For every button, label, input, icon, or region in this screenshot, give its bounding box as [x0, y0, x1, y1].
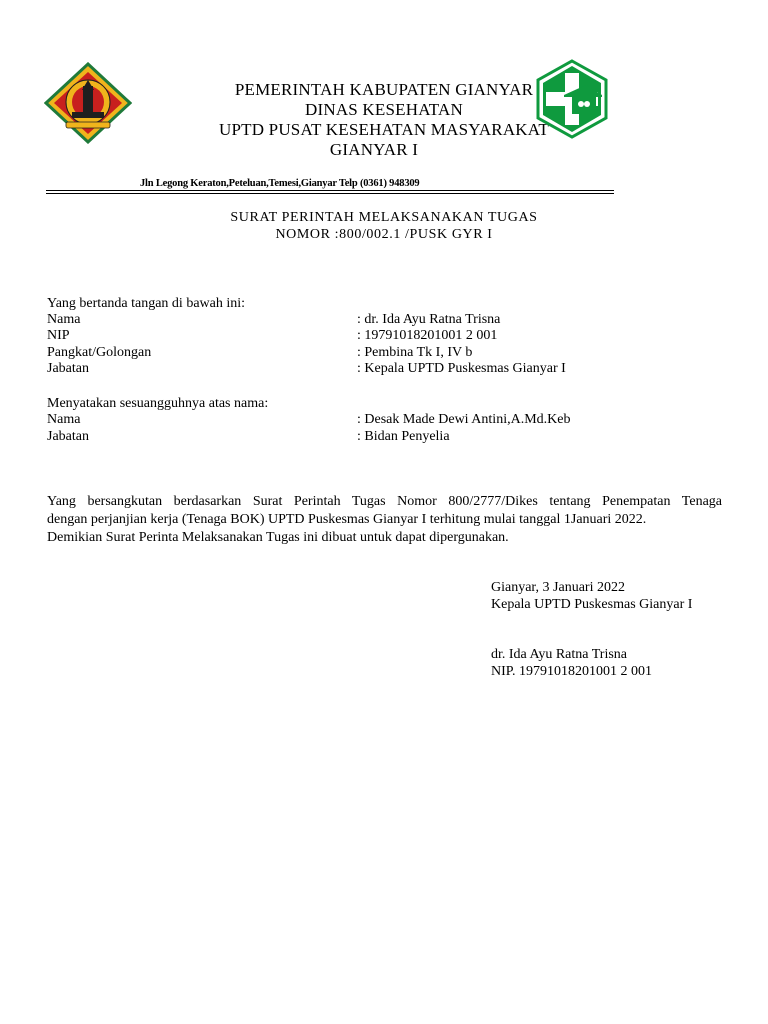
subject-name-value: : Desak Made Dewi Antini,A.Md.Keb [357, 412, 571, 427]
header-divider [46, 190, 614, 191]
body-line-1: Yang bersangkutan berdasarkan Surat Perintah Tugas Nomor 800/2777/Dikes tentang Penempatan Tenaga [47, 494, 722, 509]
subject-position-value: : Bidan Penyelia [357, 429, 450, 444]
signer-nip-value: : 19791018201001 2 001 [357, 328, 498, 343]
subject-intro: Menyatakan sesuangguhnya atas nama: [47, 396, 269, 411]
signer-rank-label: Pangkat/Golongan [47, 345, 152, 360]
body-paragraph [47, 493, 722, 547]
body-line-2: dengan perjanjian kerja (Tenaga BOK) UPTD Puskesmas Gianyar I terhitung mulai tanggal 1Januari 2022. [47, 512, 647, 527]
document-title: SURAT PERINTAH MELAKSANAKAN TUGAS [230, 210, 538, 225]
signature-name: dr. Ida Ayu Ratna Trisna [491, 647, 627, 662]
letterhead-line-2: DINAS KESEHATAN [305, 100, 463, 119]
signer-intro: Yang bertanda tangan di bawah ini: [47, 296, 246, 311]
header-divider-thin [46, 193, 614, 194]
subject-name-label: Nama [47, 412, 81, 427]
subject-position-label: Jabatan [47, 429, 89, 444]
body-line-3: Demikian Surat Perinta Melaksanakan Tugas ini dibuat untuk dapat dipergunakan. [47, 530, 509, 545]
letterhead-line-3: UPTD PUSAT KESEHATAN MASYARAKAT [219, 120, 549, 139]
puskesmas-logo-icon [536, 59, 608, 139]
signature-place-date: Gianyar, 3 Januari 2022 [491, 580, 625, 595]
signature-position: Kepala UPTD Puskesmas Gianyar I [491, 597, 693, 612]
signature-nip: NIP. 19791018201001 2 001 [491, 664, 653, 679]
signer-rank-value: : Pembina Tk I, IV b [357, 345, 473, 360]
signer-name-label: Nama [47, 312, 81, 327]
letterhead-address: Jln Legong Keraton,Peteluan,Temesi,Gianyar Telp (0361) 948309 [140, 178, 420, 189]
signer-position-value: : Kepala UPTD Puskesmas Gianyar I [357, 361, 566, 376]
signer-name-value: : dr. Ida Ayu Ratna Trisna [357, 312, 501, 327]
signer-position-label: Jabatan [47, 361, 89, 376]
letterhead-line-4: GIANYAR I [329, 140, 419, 159]
signer-nip-label: NIP [47, 328, 70, 343]
document-number: NOMOR :800/002.1 /PUSK GYR I [275, 227, 493, 242]
letterhead-line-1: PEMERINTAH KABUPATEN GIANYAR [234, 80, 534, 99]
